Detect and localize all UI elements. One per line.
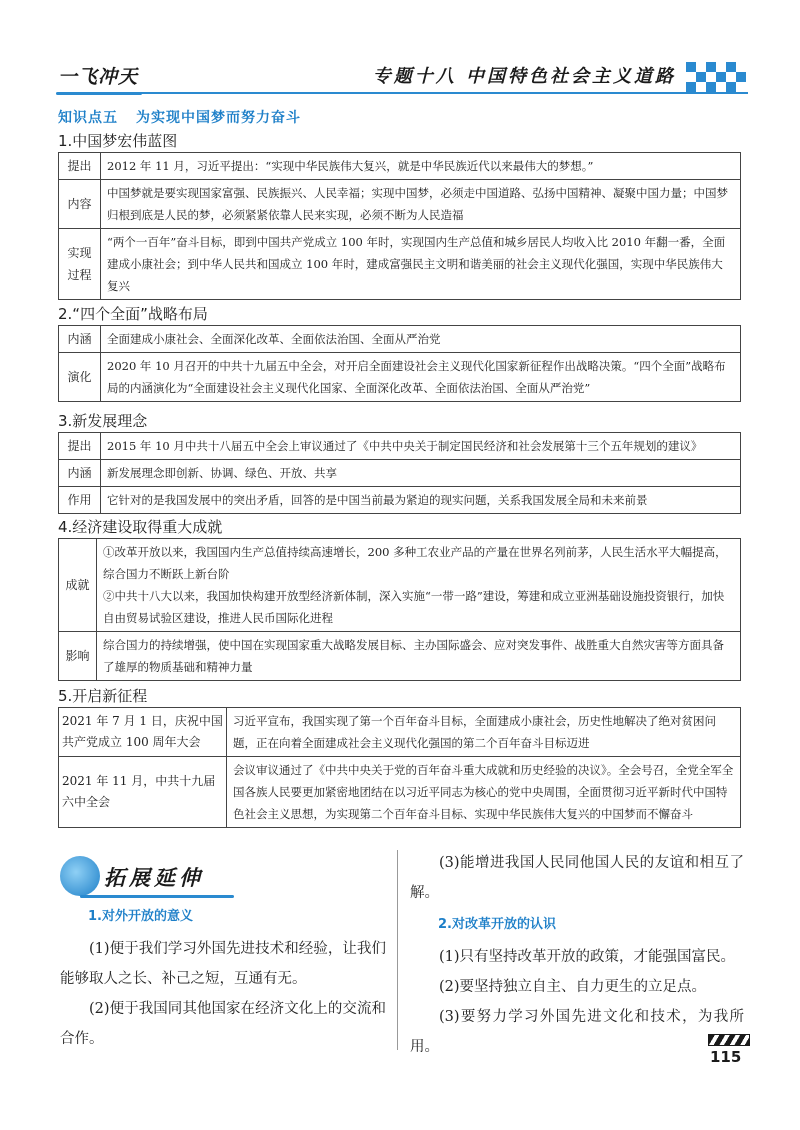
knowledge-point-label: 知识点五 [58, 110, 118, 126]
row-content: 综合国力的持续增强，使中国在实现国家重大战略发展目标、主办国际盛会、应对突发事件、战胜重大自然灾害等方面具备了雄厚的物质基础和精神力量 [97, 632, 741, 681]
table-row [59, 180, 741, 229]
clapperboard-icon [708, 1034, 750, 1046]
section-2-title: 2.“四个全面”战略布局 [58, 305, 208, 323]
row-content [97, 539, 741, 632]
table-row [59, 487, 741, 514]
table-row [59, 708, 741, 757]
column-divider [397, 850, 398, 1050]
row-content: 会议审议通过了《中共中央关于党的百年奋斗重大成就和历史经验的决议》。全会号召，全党全军全国各族人民要更加紧密地团结在以习近平同志为核心的党中央周围，全面贯彻习近平新时代中国特色社会主义思想，为实现第二个百年奋斗目标、实现中华民族伟大复兴的中国梦而不懈奋斗 [227, 757, 741, 828]
row-label: 提出 [59, 433, 101, 460]
row-label: 内涵 [59, 460, 101, 487]
achievement-1: ①改革开放以来，我国国内生产总值持续高速增长，200 多种工农业产品的产量在世界名列前茅，人民生活水平大幅提高，综合国力不断跃上新台阶 [103, 545, 727, 581]
section-1-table [58, 152, 741, 300]
achievement-2: ②中共十八大以来，我国加快构建开放型经济新体制，深入实施“一带一路”建设，筹建和成立亚洲基础设施投资银行，加快自由贸易试验区建设，推进人民币国际化进程 [103, 589, 725, 625]
row-label: 提出 [59, 153, 101, 180]
paragraph: (1)只有坚持改革开放的政策，才能强国富民。 [439, 949, 736, 965]
subtopic-title: 1.对外开放的意义 [88, 909, 193, 924]
row-content: 新发展理念即创新、协调、绿色、开放、共享 [101, 460, 741, 487]
extension-banner [60, 854, 230, 898]
row-label: 演化 [59, 353, 101, 402]
row-label: 内涵 [59, 326, 101, 353]
row-content: 习近平宣布，我国实现了第一个百年奋斗目标，全面建成小康社会，历史性地解决了绝对贫困问题，正在向着全面建成社会主义现代化强国的第二个百年奋斗目标迈进 [227, 708, 741, 757]
extension-right-column [410, 848, 744, 1062]
page-number: 115 [710, 1048, 742, 1066]
row-content: 2012 年 11 月，习近平提出：“实现中华民族伟大复兴，就是中华民族近代以来最伟大的梦想。” [101, 153, 741, 180]
series-logo: 一飞冲天 [58, 62, 138, 89]
row-label: 内容 [59, 180, 101, 229]
checker-decoration-icon [686, 58, 748, 92]
section-2-table [58, 325, 741, 402]
row-label: 成就 [59, 539, 97, 632]
table-row [59, 539, 741, 632]
section-5-title: 5.开启新征程 [58, 687, 148, 705]
section-4-table [58, 538, 741, 681]
section-1-title: 1.中国梦宏伟蓝图 [58, 132, 178, 150]
table-row [59, 153, 741, 180]
table-row [59, 229, 741, 300]
table-row [59, 632, 741, 681]
row-content: 2015 年 10 月中共十八届五中全会上审议通过了《中共中央关于制定国民经济和社会发展第十三个五年规划的建议》 [101, 433, 741, 460]
row-content: 全面建成小康社会、全面深化改革、全面依法治国、全面从严治党 [101, 326, 741, 353]
extension-banner-title: 拓展延伸 [104, 866, 204, 890]
knowledge-point-heading: 为实现中国梦而努力奋斗 [136, 110, 301, 126]
paragraph: (2)要坚持独立自主、自力更生的立足点。 [439, 979, 707, 995]
paragraph: (1)便于我们学习外国先进技术和经验，让我们能够取人之长、补己之短，互通有无。 [60, 941, 386, 987]
row-label: 实现过程 [59, 229, 101, 300]
table-row [59, 326, 741, 353]
section-5-table [58, 707, 741, 828]
row-label: 2021 年 11 月，中共十九届六中全会 [59, 757, 227, 828]
subtopic-title: 2.对改革开放的认识 [438, 917, 556, 932]
row-label: 作用 [59, 487, 101, 514]
row-content: “两个一百年”奋斗目标，即到中国共产党成立 100 年时，实现国内生产总值和城乡居民人均收入比 2010 年翻一番，全面建成小康社会；到中华人民共和国成立 100 年时，建成富强民主文明和谐美丽的社会主义现代化强国，实现中华民族伟大复兴 [101, 229, 741, 300]
chapter-title: 专题十八 中国特色社会主义道路 [372, 66, 676, 87]
page-header [58, 58, 748, 98]
table-row [59, 460, 741, 487]
extension-left-column [60, 902, 386, 1054]
knowledge-point-title [58, 107, 301, 127]
row-label: 影响 [59, 632, 97, 681]
section-4-title: 4.经济建设取得重大成就 [58, 518, 223, 536]
table-row [59, 757, 741, 828]
swirl-icon [60, 856, 100, 896]
row-label: 2021 年 7 月 1 日，庆祝中国共产党成立 100 周年大会 [59, 708, 227, 757]
row-content: 它针对的是我国发展中的突出矛盾，回答的是中国当前最为紧迫的现实问题，关系我国发展全局和未来前景 [101, 487, 741, 514]
table-row [59, 433, 741, 460]
section-3-table [58, 432, 741, 514]
page-number-badge [706, 1034, 752, 1070]
section-3-title: 3.新发展理念 [58, 412, 148, 430]
paragraph: (3)能增进我国人民同他国人民的友谊和相互了解。 [410, 855, 744, 901]
row-content: 中国梦就是要实现国家富强、民族振兴、人民幸福；实现中国梦，必须走中国道路、弘扬中国精神、凝聚中国力量；中国梦归根到底是人民的梦，必须紧紧依靠人民来实现，必须不断为人民造福 [101, 180, 741, 229]
header-rule [58, 92, 748, 94]
paragraph: (3)要努力学习外国先进文化和技术，为我所用。 [410, 1009, 744, 1055]
paragraph: (2)便于我国同其他国家在经济文化上的交流和合作。 [60, 1001, 386, 1047]
row-content: 2020 年 10 月召开的中共十九届五中全会，对开启全面建设社会主义现代化国家新征程作出战略决策。“四个全面”战略布局的内涵演化为“全面建设社会主义现代化国家、全面深化改革、全面依法治国、全面从严治党” [101, 353, 741, 402]
table-row [59, 353, 741, 402]
